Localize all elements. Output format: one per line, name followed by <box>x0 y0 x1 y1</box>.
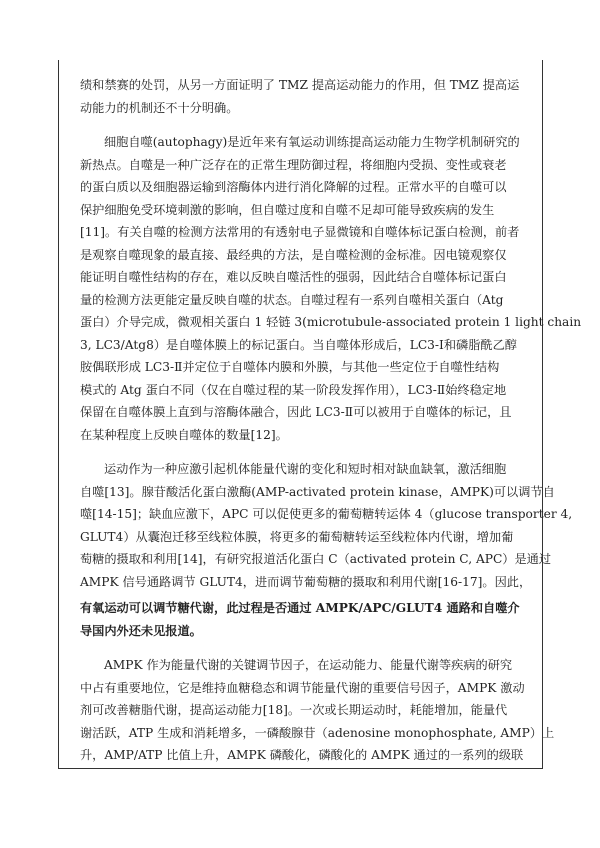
bold-paragraph <box>80 597 532 642</box>
text-line: 蛋白）介导完成，微观相关蛋白 1 轻链 3(microtubule-associated protein 1 light chain <box>80 315 582 329</box>
paragraph <box>80 131 582 446</box>
text-line: 剂可改善糖脂代谢，提高运动能力[18]。一次或长期运动时，耗能增加，能量代 <box>80 703 508 717</box>
text-line: 绩和禁赛的处罚，从另一方面证明了 TMZ 提高运动能力的作用，但 TMZ 提高运 <box>80 78 520 92</box>
text-line: 保留在自噬体膜上直到与溶酶体融合，因此 LC3-Ⅱ可以被用于自噬体的标记，且 <box>80 405 512 419</box>
paragraph <box>80 458 573 593</box>
text-line: 的蛋白质以及细胞器运输到溶酶体内进行消化降解的过程。正常水平的自噬可以 <box>80 180 507 194</box>
paragraph-gap <box>80 450 532 458</box>
text-line: 新热点。自噬是一种广泛存在的正常生理防御过程，将细胞内受损、变性或衰老 <box>80 157 507 172</box>
text-line: 升，AMP/ATP 比值上升，AMPK 磷酸化，磷酸化的 AMPK 通过的一系列的级联 <box>80 748 524 762</box>
text-line: AMPK 信号通路调节 GLUT4，进而调节葡萄糖的摄取和利用代谢[16-17]。因此， <box>80 574 532 589</box>
text-line: 能证明自噬性结构的存在，难以反映自噬活性的强弱，因此结合自噬体标记蛋白 <box>80 270 507 284</box>
text-line: AMPK 作为能量代谢的关键调节因子，在运动能力、能量代谢等疾病的研究 <box>104 658 513 672</box>
text-line: 导国内外还未见报道。 <box>80 623 202 638</box>
text-line: 胺偶联形成 LC3-Ⅱ并定位于自噬体内膜和外膜，与其他一些定位于自噬性结构 <box>80 360 500 374</box>
text-line: 保护细胞免受环境刺激的影响，但自噬过度和自噬不足却可能导致疾病的发生 <box>80 202 495 217</box>
text-line: 细胞自噬(autophagy)是近年来有氧运动训练提高运动能力生物学机制研究的 <box>104 135 520 149</box>
text-line: 模式的 Atg 蛋白不同（仅在自噬过程的某一阶段发挥作用），LC3-Ⅱ始终稳定地 <box>80 382 507 397</box>
text-line: 中占有重要地位，它是维持血糖稳态和调节能量代谢的重要信号因子，AMPK 激动 <box>80 680 525 695</box>
document-body <box>80 74 582 771</box>
paragraph-gap <box>80 123 532 131</box>
text-line: GLUT4）从囊泡迁移至线粒体膜，将更多的葡萄糖转运至线粒体内代谢，增加葡 <box>80 529 514 544</box>
text-line: [11]。有关自噬的检测方法常用的有透射电子显微镜和自噬体标记蛋白检测，前者 <box>80 225 520 239</box>
text-line: 自噬[13]。腺苷酸活化蛋白激酶(AMP-activated protein kinase，AMPK)可以调节自 <box>80 484 555 499</box>
text-line: 噬[14-15]；缺血应激下，APC 可以促使更多的葡萄糖转运体 4（glucose transporter 4, <box>80 507 573 521</box>
paragraph <box>80 654 555 767</box>
text-line: 运动作为一种应激引起机体能量代谢的变化和短时相对缺血缺氧，激活细胞 <box>104 462 507 476</box>
paragraph-gap <box>80 646 532 654</box>
text-line: 动能力的机制还不十分明确。 <box>80 100 239 115</box>
text-line: 萄糖的摄取和利用[14]，有研究报道活化蛋白 C（activated protein C, APC）是通过 <box>80 552 552 566</box>
text-line: 谢活跃，ATP 生成和消耗增多，一磷酸腺苷（adenosine monophosphate, AMP）上 <box>80 725 555 740</box>
text-line: 在某种程度上反映自噬体的数量[12]。 <box>80 427 288 442</box>
text-line: 3, LC3/Atg8）是自噬体膜上的标记蛋白。当自噬体形成后，LC3-Ⅰ和磷脂酰乙醇 <box>80 337 517 352</box>
text-line: 量的检测方法更能定量反映自噬的状态。自噬过程有一系列自噬相关蛋白（Atg <box>80 292 504 307</box>
paragraph <box>80 74 532 119</box>
text-line: 有氧运动可以调节糖代谢，此过程是否通过 AMPK/APC/GLUT4 通路和自噬介 <box>80 601 520 615</box>
text-line: 是观察自噬现象的最直接、最经典的方法，是自噬检测的金标准。因电镜观察仅 <box>80 247 507 262</box>
